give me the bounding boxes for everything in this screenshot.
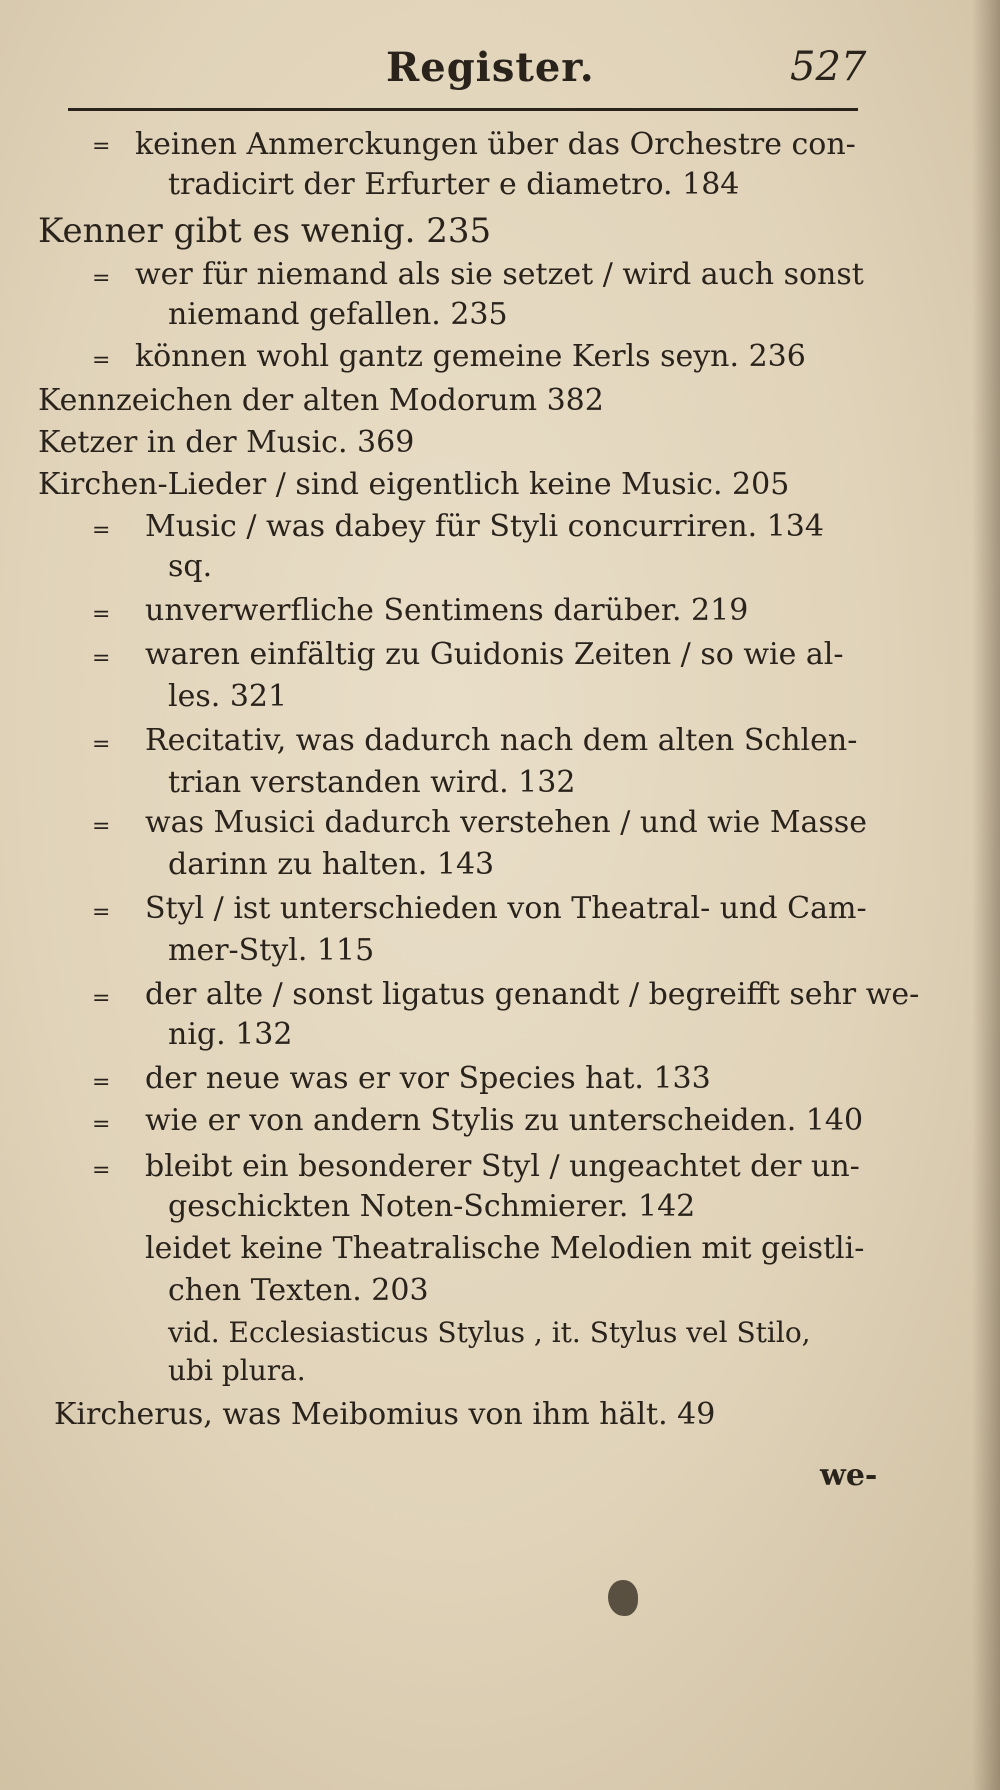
register-line: Kirchen-Lieder / sind eigentlich keine Music. 205 (38, 467, 790, 502)
register-line: können wohl gantz gemeine Kerls seyn. 236 (135, 339, 806, 374)
ditto-mark: = (92, 1070, 111, 1095)
register-line: Kircherus, was Meibomius von ihm hält. 49 (54, 1397, 716, 1432)
register-line: der neue was er vor Species hat. 133 (145, 1061, 711, 1096)
register-line: der alte / sonst ligatus genandt / begreifft sehr we- (145, 977, 920, 1012)
register-line: leidet keine Theatralische Melodien mit geistli- (145, 1231, 865, 1266)
register-line: wie er von andern Stylis zu unterscheiden. 140 (145, 1103, 864, 1138)
ditto-mark: = (92, 266, 111, 291)
ink-smudge (608, 1580, 638, 1616)
register-line: nig. 132 (168, 1017, 293, 1052)
register-line: Kenner gibt es wenig. 235 (38, 211, 492, 251)
register-line: Kennzeichen der alten Modorum 382 (38, 383, 604, 418)
register-line: Music / was dabey für Styli concurriren. 134 (145, 509, 824, 544)
page-number: 527 (790, 44, 867, 90)
register-line: bleibt ein besonderer Styl / ungeachtet der un- (145, 1149, 860, 1184)
register-line: ubi plura. (168, 1354, 306, 1387)
register-line: keinen Anmerckungen über das Orchestre con- (135, 127, 856, 162)
ditto-mark: = (92, 602, 111, 627)
header-rule (68, 108, 858, 111)
ditto-mark: = (92, 814, 111, 839)
ditto-mark: = (92, 986, 111, 1011)
register-line: les. 321 (168, 679, 288, 714)
register-line: wer für niemand als sie setzet / wird auch sonst (135, 257, 864, 292)
ditto-mark: = (92, 348, 111, 373)
register-line: Ketzer in der Music. 369 (38, 425, 415, 460)
register-line: niemand gefallen. 235 (168, 297, 508, 332)
register-line: chen Texten. 203 (168, 1273, 429, 1308)
ditto-mark: = (92, 134, 111, 159)
register-line: waren einfältig zu Guidonis Zeiten / so wie al- (145, 637, 844, 672)
ditto-mark: = (92, 1158, 111, 1183)
ditto-mark: = (92, 900, 111, 925)
ditto-mark: = (92, 732, 111, 757)
register-line: darinn zu halten. 143 (168, 847, 495, 882)
catchword: we- (820, 1458, 878, 1493)
ditto-mark: = (92, 1112, 111, 1137)
register-line: trian verstanden wird. 132 (168, 765, 576, 800)
register-line: mer-Styl. 115 (168, 933, 375, 968)
running-head: Register. (386, 44, 595, 91)
register-line: geschickten Noten-Schmierer. 142 (168, 1189, 696, 1224)
register-line: sq. (168, 549, 213, 584)
ditto-mark: = (92, 518, 111, 543)
register-line: Recitativ, was dadurch nach dem alten Schlen- (145, 723, 858, 758)
register-line: vid. Ecclesiasticus Stylus , it. Stylus vel Stilo, (168, 1316, 811, 1349)
register-line: was Musici dadurch verstehen / und wie Masse (145, 805, 867, 840)
register-line: Styl / ist unterschieden von Theatral- und Cam- (145, 891, 867, 926)
ditto-mark: = (92, 646, 111, 671)
register-line: unverwerfliche Sentimens darüber. 219 (145, 593, 749, 628)
register-line: tradicirt der Erfurter e diametro. 184 (168, 167, 740, 202)
